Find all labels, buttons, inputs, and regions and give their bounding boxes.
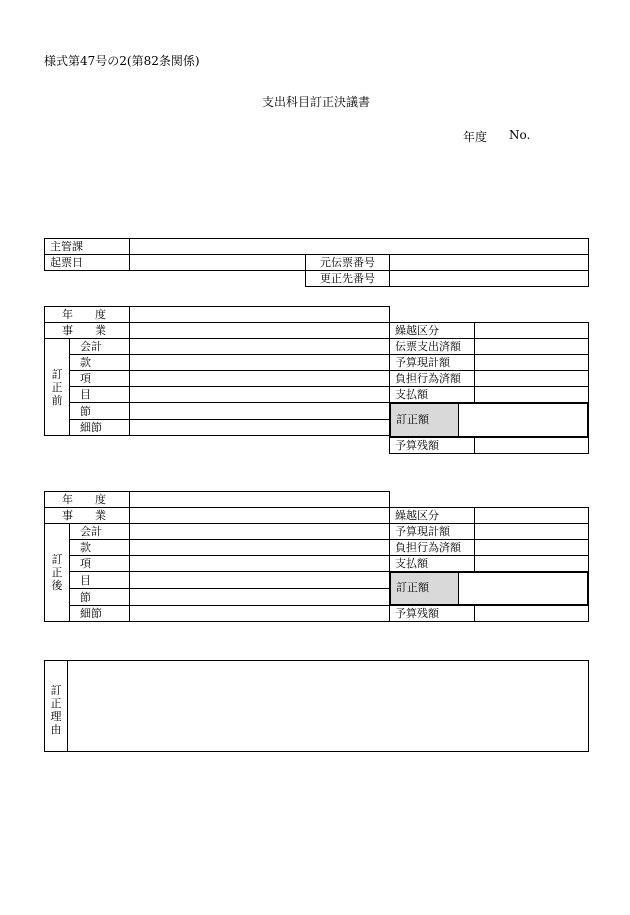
- reason-label: 訂 正 理 由: [50, 684, 62, 736]
- after-futan-koi-label: 負担行為済額: [395, 541, 461, 554]
- before-yosan-zan-label: 予算残額: [395, 439, 439, 452]
- after-jigyo-label: 事 業: [62, 509, 106, 522]
- before-denpyo-shishutsu-label: 伝票支出済額: [395, 340, 461, 353]
- before-kurikoshi-label: 繰越区分: [395, 324, 439, 337]
- form-reference: 様式第47号の2(第82条関係): [44, 54, 200, 68]
- number-label: No.: [509, 128, 531, 142]
- fiscal-year-label: 年度: [463, 130, 488, 144]
- after-nendo-label: 年 度: [62, 493, 106, 506]
- after-row-moku: 目: [80, 574, 91, 587]
- kosei-saki-label: 更正先番号: [320, 272, 375, 285]
- document-title: 支出科目訂正決議書: [262, 95, 371, 109]
- before-futan-koi-label: 負担行為済額: [395, 372, 461, 385]
- after-row-kan: 款: [80, 541, 91, 554]
- before-jigyo-label: 事 業: [62, 324, 106, 337]
- before-yosan-genkei-label: 予算現計額: [395, 356, 450, 369]
- after-yosan-genkei-label: 予算現計額: [395, 525, 450, 538]
- kihyo-bi-label: 起票日: [50, 256, 83, 269]
- shukan-ka-label: 主管課: [50, 240, 83, 253]
- moto-denpyo-label: 元伝票番号: [320, 256, 375, 269]
- before-row-saisetsu: 細節: [80, 421, 102, 434]
- after-row-kaikei: 会計: [80, 525, 102, 538]
- before-row-moku: 目: [80, 388, 91, 401]
- after-teisei-gaku-label: 訂正額: [396, 581, 429, 594]
- before-shiharai-label: 支払額: [395, 388, 428, 401]
- before-nendo-label: 年 度: [62, 308, 106, 321]
- before-row-setsu: 節: [80, 405, 91, 418]
- before-row-kan: 款: [80, 356, 91, 369]
- before-side-label: 訂 正 前: [51, 368, 63, 407]
- after-row-ko: 項: [80, 557, 91, 570]
- after-kurikoshi-label: 繰越区分: [395, 509, 439, 522]
- after-shiharai-label: 支払額: [395, 557, 428, 570]
- before-row-ko: 項: [80, 372, 91, 385]
- after-side-label: 訂 正 後: [51, 553, 63, 592]
- before-teisei-gaku-label: 訂正額: [396, 413, 429, 426]
- after-yosan-zan-label: 予算残額: [395, 607, 439, 620]
- before-row-kaikei: 会計: [80, 340, 102, 353]
- after-row-saisetsu: 細節: [80, 607, 102, 620]
- after-row-setsu: 節: [80, 591, 91, 604]
